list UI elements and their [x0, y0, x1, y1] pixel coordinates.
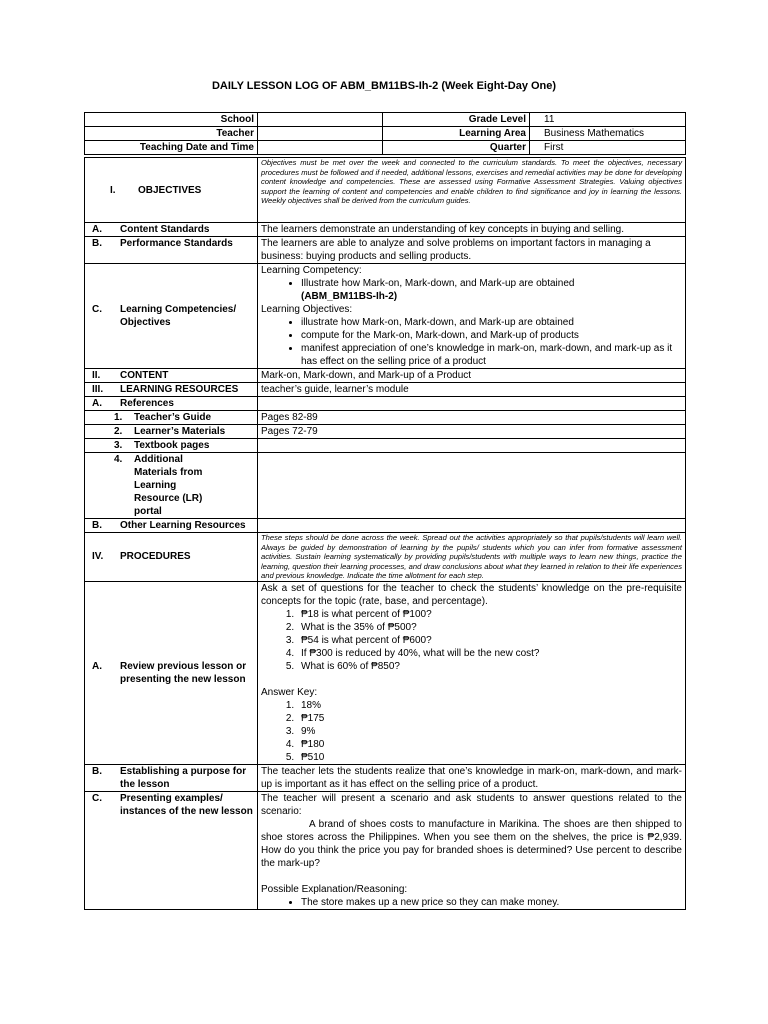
reference-row	[85, 425, 686, 439]
header-table	[84, 112, 686, 155]
reference-label: Teacher’s Guide	[134, 412, 212, 423]
reference-label: Additional Materials from Learning Resource (LR) portal	[134, 454, 203, 517]
procedures-num: IV.	[92, 551, 104, 563]
procedures-note: These steps should be done across the week. Spread out the activities appropriately so that pupils/students will learn well. Always be guided by demonstration of learning by the pupils/ students which you can infer from formative assessment activities. Sustain learning systematically by providing pupils/students with multiple ways to learn new things, practice the learning, question their learning processes, and draw conclusions about what they learned in relation to their life experiences and previous knowledge. Indicate the time allotment for each step.	[258, 533, 686, 582]
review-num: A.	[92, 660, 102, 672]
competencies-label: Learning Competencies/ Objectives	[120, 304, 237, 328]
reference-row	[85, 439, 686, 453]
examples-intro: The teacher will present a scenario and ask students to answer questions related to the scenario:	[261, 792, 682, 817]
quarter-label: Quarter	[383, 141, 530, 155]
review-row	[85, 581, 686, 764]
learning-objectives-list	[261, 316, 682, 368]
review-questions-list	[261, 608, 682, 673]
learning-competency-list	[261, 277, 682, 303]
reference-num: 1.	[114, 412, 123, 423]
answer-key-list	[261, 699, 682, 764]
competencies-row	[85, 264, 686, 369]
reference-num: 3.	[114, 440, 123, 451]
content-num: II.	[92, 370, 101, 381]
review-question: 4. If ₱300 is reduced by 40%, what will be the new cost?	[297, 647, 682, 660]
references-label: References	[120, 398, 174, 409]
performance-standards-text: The learners are able to analyze and solve problems on important factors in managing a business: buying products and selling products.	[258, 237, 686, 264]
document-title: DAILY LESSON LOG OF ABM_BM11BS-Ih-2 (Week Eight-Day One)	[211, 80, 557, 92]
performance-standards-label: Performance Standards	[120, 238, 233, 249]
review-question: 2. What is the 35% of ₱500?	[297, 621, 682, 634]
performance-standards-row	[85, 237, 686, 264]
content-text: Mark-on, Mark-down, and Mark-up of a Product	[258, 369, 686, 383]
teacher-label: Teacher	[85, 127, 258, 141]
review-question: 3. ₱54 is what percent of ₱600?	[297, 634, 682, 647]
reference-num: 4.	[114, 454, 123, 465]
learning-objectives-heading: Learning Objectives:	[261, 304, 353, 315]
reference-row	[85, 453, 686, 519]
answer-key-heading: Answer Key:	[261, 686, 318, 698]
procedures-label: PROCEDURES	[120, 551, 191, 563]
other-resources-row	[85, 519, 686, 533]
objectives-label: OBJECTIVES	[138, 184, 202, 196]
explanation-item: • The store makes up a new price so they can make money.	[301, 896, 682, 909]
content-standards-num: A.	[92, 224, 102, 235]
purpose-text: The teacher lets the students realize that one’s knowledge in mark-on, mark-down, and mark-up is important as it has effect on the selling price of a product.	[258, 764, 686, 791]
teaching-date-value	[258, 141, 383, 155]
learning-objective-item: • illustrate how Mark-on, Mark-down, and Mark-up are obtained	[301, 316, 682, 329]
explanation-list	[261, 896, 682, 909]
other-resources-value	[258, 519, 686, 533]
content-label: CONTENT	[120, 370, 169, 381]
learning-resources-row	[85, 383, 686, 397]
learning-objective-item: • manifest appreciation of one’s knowledge in mark-on, mark-down, and mark-up as it has effect on the selling price of a product	[301, 342, 682, 368]
lesson-table	[84, 157, 686, 910]
procedures-row	[85, 533, 686, 582]
content-row	[85, 369, 686, 383]
reference-label: Learner’s Materials	[134, 426, 226, 437]
objectives-note: Objectives must be met over the week and connected to the curriculum standards. To meet the objectives, necessary procedures must be followed and if needed, additional lessons, exercises and remedial activities may be done for developing content knowledge and competencies. These are assessed using Formative Assessment Strategies. Valuing objectives support the learning of content and competencies and enable children to find significance and joy in learning the lessons. Weekly objectives shall be derived from the curriculum guides.	[258, 158, 686, 223]
review-question: 1. ₱18 is what percent of ₱100?	[297, 608, 682, 621]
purpose-label: Establishing a purpose for the lesson	[120, 765, 247, 790]
content-standards-row	[85, 223, 686, 237]
reference-value	[258, 439, 686, 453]
teacher-value	[258, 127, 383, 141]
answer-key-item: 2. ₱175	[297, 712, 682, 725]
school-label: School	[85, 113, 258, 127]
competencies-content	[258, 264, 686, 369]
review-question: 5. What is 60% of ₱850?	[297, 660, 682, 673]
reference-value	[258, 453, 686, 519]
references-value	[258, 397, 686, 411]
other-resources-label: Other Learning Resources	[120, 520, 246, 531]
purpose-row	[85, 764, 686, 791]
answer-key-item: 3. 9%	[297, 725, 682, 738]
teaching-date-label: Teaching Date and Time	[85, 141, 258, 155]
learning-area-label: Learning Area	[383, 127, 530, 141]
examples-row	[85, 791, 686, 909]
content-standards-label: Content Standards	[120, 224, 210, 235]
resources-label: LEARNING RESOURCES	[120, 384, 239, 395]
examples-num: C.	[92, 792, 102, 804]
resources-num: III.	[92, 384, 104, 395]
answer-key-item: 1. 18%	[297, 699, 682, 712]
review-intro: Ask a set of questions for the teacher to check the students’ knowledge on the pre-requisite concepts for the topic (rate, base, and percentage).	[261, 582, 682, 607]
resources-text: teacher’s guide, learner’s module	[258, 383, 686, 397]
learning-competency-code: (ABM_BM11BS-Ih-2)	[301, 291, 398, 302]
learning-area-value: Business Mathematics	[530, 127, 686, 141]
grade-level-value: 11	[530, 113, 686, 127]
explanation-heading: Possible Explanation/Reasoning:	[261, 883, 408, 895]
examples-scenario: A brand of shoes costs to manufacture in Marikina. The shoes are then shipped to shoe stores across the Philippines. When you see them on the shelves, the price is ₱2,939. How do you think the price you pay for branded shoes is determined? Use percent to describe the mark-up?	[261, 818, 682, 869]
content-standards-text: The learners demonstrate an understanding of key concepts in buying and selling.	[258, 223, 686, 237]
performance-standards-num: B.	[92, 238, 102, 249]
school-value	[258, 113, 383, 127]
reference-value: Pages 72-79	[258, 425, 686, 439]
reference-num: 2.	[114, 426, 123, 437]
objectives-num: I.	[110, 184, 116, 196]
review-label: Review previous lesson or presenting the new lesson	[120, 660, 247, 685]
reference-value: Pages 82-89	[258, 411, 686, 425]
answer-key-item: 5. ₱510	[297, 751, 682, 764]
learning-objective-item: • compute for the Mark-on, Mark-down, and Mark-up of products	[301, 329, 682, 342]
review-content	[258, 581, 686, 764]
examples-label: Presenting examples/ instances of the new lesson	[120, 792, 253, 817]
examples-content	[258, 791, 686, 909]
reference-row	[85, 411, 686, 425]
other-resources-num: B.	[92, 520, 102, 531]
learning-competency-heading: Learning Competency:	[261, 265, 362, 276]
learning-competency-item: • Illustrate how Mark-on, Mark-down, and Mark-up are obtained (ABM_BM11BS-Ih-2)	[301, 277, 682, 303]
grade-level-label: Grade Level	[383, 113, 530, 127]
quarter-value: First	[530, 141, 686, 155]
reference-label: Textbook pages	[134, 440, 210, 451]
competencies-num: C.	[92, 304, 102, 315]
answer-key-item: 4. ₱180	[297, 738, 682, 751]
references-row	[85, 397, 686, 411]
objectives-row	[85, 158, 686, 223]
purpose-num: B.	[92, 765, 102, 777]
references-num: A.	[92, 398, 102, 409]
